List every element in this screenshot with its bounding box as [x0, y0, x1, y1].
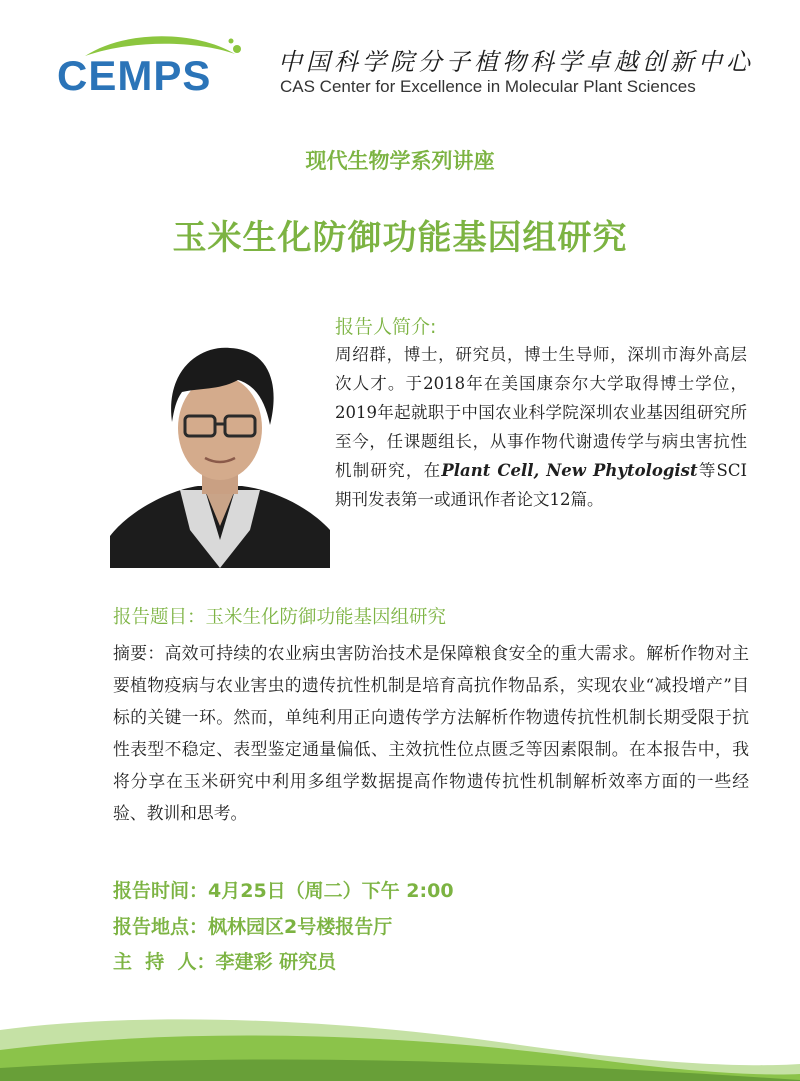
lecture-title: 玉米生化防御功能基因组研究 [172, 218, 628, 258]
lecture-topic: 报告题目：玉米生化防御功能基因组研究 [113, 607, 447, 628]
cemps-logo [55, 28, 245, 108]
speaker-bio-heading: 报告人简介: [335, 316, 437, 338]
lecture-time: 报告时间：4月25日（周二）下午 2:00 [113, 880, 454, 902]
series-title: 现代生物学系列讲座 [305, 149, 495, 173]
header [0, 0, 800, 120]
speaker-bio-text-end: 等SCI期刊发表第一或通讯作者论文12篇。 [335, 461, 747, 509]
lecture-abstract: 摘要：高效可持续的农业病虫害防治技术是保障粮食安全的重大需求。解析作物对主要植物疫病与农业害虫的遗传抗性机制是培育高抗作物品系，实现农业“减投增产”目标的关键一环。然而，单纯利用正向遗传学方法解析作物遗传抗性机制长期受限于抗性表型不稳定、表型鉴定通量偏低、主效抗性位点匮乏等因素限制。在本报告中，我将分享在玉米研究中利用多组学数据提高作物遗传抗性机制解析效率方面的一些经验、教训和思考。 [113, 643, 749, 823]
cemps-logo-graphic [55, 28, 245, 108]
svg-text:CEMPS: CEMPS [57, 52, 212, 99]
org-name-cn: 中国科学院分子植物科学卓越创新中心 [278, 48, 754, 76]
speaker-bio-text: 周绍群，博士，研究员，博士生导师，深圳市海外高层次人才。于2018年在美国康奈尔大学取得博士学位，2019年起就职于中国农业科学院深圳农业基因组研究所至今，任课题组长，从事作物代谢遗传学与病虫害抗性机制研究，在 [335, 345, 747, 480]
journal-names: Plant Cell, New Phytologist [441, 461, 698, 480]
speaker-portrait-image [110, 340, 330, 568]
speaker-photo [110, 340, 330, 568]
org-name-en: CAS Center for Excellence in Molecular Plant Sciences [280, 77, 696, 96]
lecture-location: 报告地点：枫林园区2号楼报告厅 [113, 916, 393, 938]
lecture-host: 主 持 人：李建彩 研究员 [113, 951, 337, 973]
green-wave-graphic [0, 990, 800, 1081]
footer-decoration [0, 990, 800, 1081]
speaker-bio [335, 340, 747, 514]
